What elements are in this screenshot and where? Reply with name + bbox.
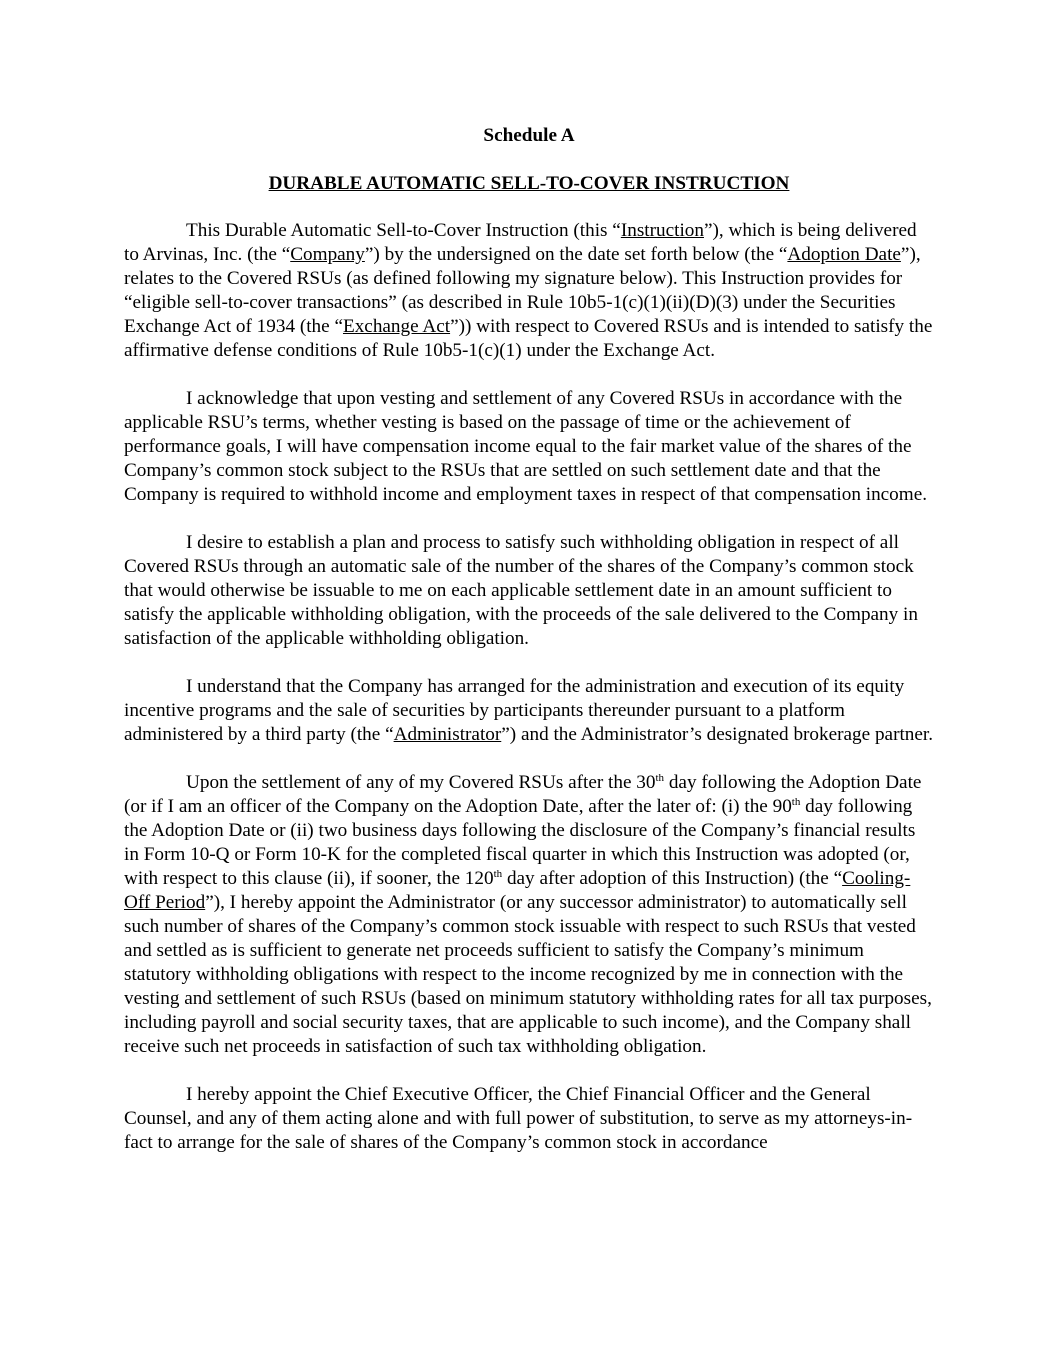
paragraph-settlement-sale: Upon the settlement of any of my Covered RSUs after the 30th day following the Adoption Date (or if I am an officer of the Company on the Adoption Date, after the later of: (i) the 90th day following the Adoption Date or (ii) two business days following the disclosure of the Company’s financial results in Form 10-Q or Form 10-K for the completed fiscal quarter in which this Instruction was adopted (or, with respect to this clause (ii), if sooner, the 120th day after adoption of this Instruction) (the “Cooling-Off Period”), I hereby appoint the Administrator (or any successor administrator) to automatically sell such number of shares of the Company’s common stock issuable with respect to such RSUs that vested and settled as is sufficient to generate net proceeds sufficient to satisfy the Company’s minimum statutory withholding obligations with respect to the income recognized by me in connection with the vesting and settlement of such RSUs (based on minimum statutory withholding rates for all tax purposes, including payroll and social security taxes, that are applicable to such income), and the Company shall receive such net proceeds in satisfaction of such tax withholding obligation. (124, 772, 932, 1057)
paragraph-attorneys-in-fact: I hereby appoint the Chief Executive Officer, the Chief Financial Officer and the General Counsel, and any of them acting alone and with full power of substitution, to serve as my attorneys-in-fact to arrange for the sale of shares of the Company’s common stock in accordance (124, 1084, 913, 1153)
defined-term-company: Company (290, 244, 365, 265)
defined-term-exchange-act: Exchange Act (342, 316, 451, 337)
paragraph-instruction-intro: This Durable Automatic Sell-to-Cover Instruction (this “Instruction”), which is being delivered to Arvinas, Inc. (the “Company”) by the undersigned on the date set forth below (the “Adoption Date”), relates to the Covered RSUs (as defined following my signature below). This Instruction provides for “eligible sell-to-cover transactions” (as described in Rule 10b5-1(c)(1)(ii)(D)(3) under the Securities Exchange Act of 1934 (the “Exchange Act”)) with respect to Covered RSUs and is intended to satisfy the affirmative defense conditions of Rule 10b5-1(c)(1) under the Exchange Act. (124, 220, 933, 361)
defined-term-instruction: Instruction (620, 220, 704, 241)
defined-term-administrator: Administrator (393, 724, 502, 745)
schedule-heading: Schedule A (483, 125, 575, 146)
paragraph-administrator: I understand that the Company has arranged for the administration and execution of its equity incentive programs and the sale of securities by participants thereunder pursuant to a platform administered by a third party (the “Administrator”) and the Administrator’s designated brokerage partner. (124, 676, 934, 745)
document-title: DURABLE AUTOMATIC SELL-TO-COVER INSTRUCTION (268, 173, 790, 194)
defined-term-adoption-date: Adoption Date (787, 244, 901, 265)
defined-term-cooling-off-period: Cooling-Off Period (124, 868, 911, 913)
document-page (124, 120, 934, 1155)
paragraph-acknowledgement: I acknowledge that upon vesting and settlement of any Covered RSUs in accordance with the applicable RSU’s terms, whether vesting is based on the passage of time or the achievement of performance goals, I will have compensation income equal to the fair market value of the shares of the Company’s common stock subject to the RSUs that are settled on such settlement date and that the Company is required to withhold income and employment taxes in respect of that compensation income. (124, 388, 928, 505)
paragraph-plan-desire: I desire to establish a plan and process to satisfy such withholding obligation in respect of all Covered RSUs through an automatic sale of the number of the shares of the Company’s common stock that would otherwise be issuable to me on each applicable settlement date in an amount sufficient to satisfy the applicable withholding obligation, with the proceeds of the sale delivered to the Company in satisfaction of the applicable withholding obligation. (124, 532, 918, 649)
